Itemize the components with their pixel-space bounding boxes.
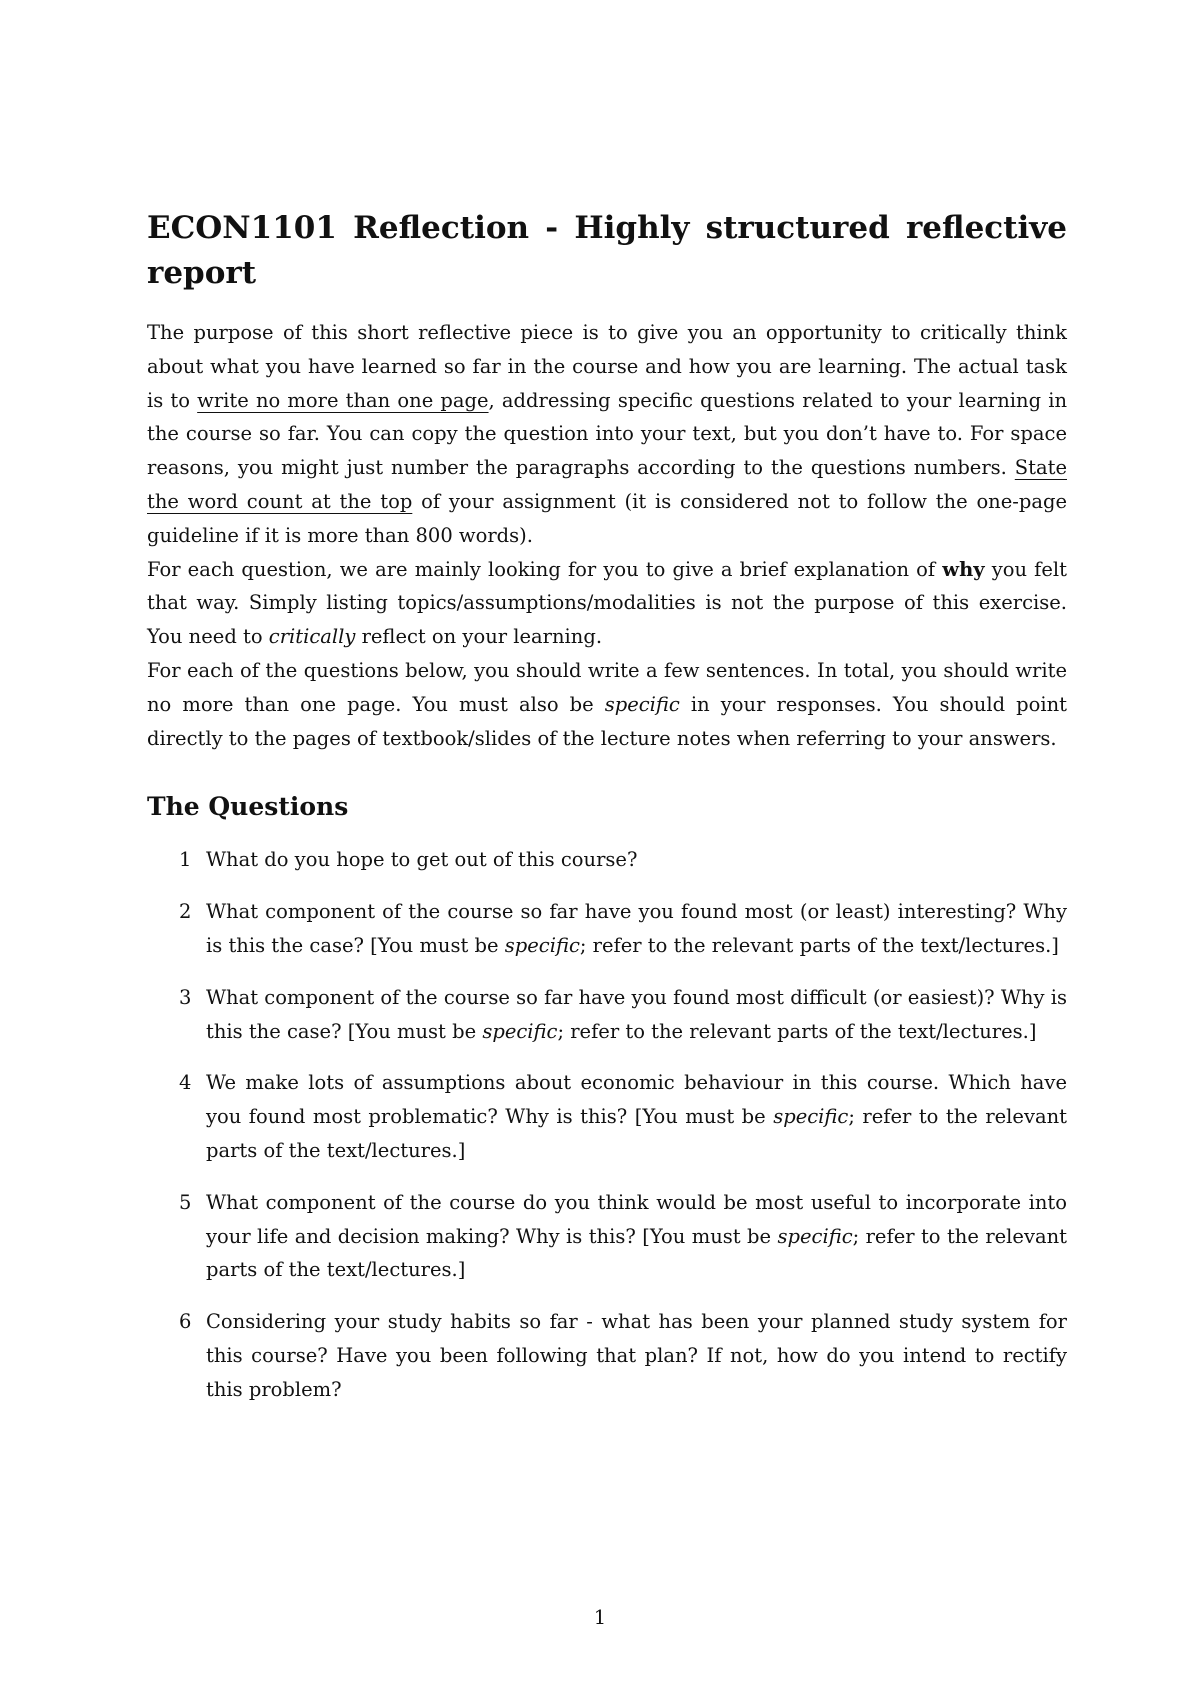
question-text: We make lots of assumptions about economic behaviour in this course. Which have you found most problematic? Why is this? [You must be (206, 1071, 1067, 1129)
intro-paragraph-3 (147, 654, 1067, 755)
question-item (147, 1186, 1067, 1287)
question-text: ; refer to the relevant parts of the text/lectures.] (579, 933, 1059, 957)
intro-paragraph-2 (147, 553, 1067, 654)
questions-heading: The Questions (147, 792, 349, 822)
question-number: 4 (179, 1071, 192, 1095)
question-item (147, 843, 1067, 877)
question-number: 6 (179, 1310, 192, 1334)
question-text: Considering your study habits so far - what has been your planned study system for this course? Have you been following that plan? If not, how do you intend to rectify this problem? (206, 1310, 1067, 1401)
question-number: 5 (179, 1190, 192, 1214)
intro-text: For each of the questions below, you should write a few sentences. In total, you should write no more than one page. You must also be (147, 658, 1067, 716)
question-text: ; refer to the relevant parts of the text/lectures.] (206, 1224, 1067, 1282)
question-text: ; refer to the relevant parts of the text/lectures.] (206, 1105, 1067, 1162)
intro-text: The purpose of this short reflective piece is to give you an opportunity to critically think about what you have learned so far in the course and how you are learning. The actual task is to (147, 321, 1067, 412)
document-title: ECON1101 Reflection - Highly structured reflective report (147, 210, 1067, 291)
question-number: 3 (179, 985, 192, 1009)
question-emphasis: specific (777, 1224, 853, 1248)
emphasis-critically: critically (268, 625, 356, 649)
question-text: What component of the course do you think would be most useful to incorporate into your life and decision making? Why is this? [You must be (206, 1190, 1067, 1248)
intro-text: you felt that way. Simply listing topics/assumptions/modalities is not the purpose of this exercise. You need to (147, 557, 1067, 649)
question-text: ; refer to the relevant parts of the text/lectures.] (557, 1019, 1037, 1043)
question-emphasis: specific (504, 933, 580, 957)
document-body (147, 206, 1067, 1425)
page-number: 1 (593, 1606, 607, 1629)
intro-paragraph-1 (147, 316, 1067, 553)
intro-text: , addressing specific questions related to your learning in the course so far. You can copy the question into your text, but you don’t have to. For space reasons, you might just number the paragraphs according to the questions numbers. (147, 388, 1068, 480)
bold-why: why (942, 557, 985, 581)
question-number: 1 (179, 848, 192, 872)
question-item (147, 1305, 1067, 1406)
intro-text: in your responses. You should point directly to the pages of textbook/slides of the lecture notes when referring to your answers. (147, 692, 1067, 750)
emphasis-specific: specific (604, 692, 680, 716)
intro-text: of your assignment (it is considered not to follow the one-page guideline if it is more than 800 words). (147, 489, 1068, 547)
question-emphasis: specific (773, 1105, 849, 1129)
question-emphasis: specific (482, 1019, 558, 1043)
questions-list (147, 843, 1067, 1406)
question-text: What component of the course so far have you found most (or least) interesting? Why is this the case? [You must be (206, 900, 1067, 957)
intro-text: reflect on your learning. (355, 625, 603, 649)
question-number: 2 (179, 900, 192, 924)
question-text: What component of the course so far have you found most difficult (or easiest)? Why is this the case? [You must be (206, 985, 1067, 1043)
underlined-instruction-word-count: State the word count at the top (147, 456, 1067, 513)
underlined-instruction-page-limit: write no more than one page (197, 388, 489, 412)
question-item (147, 981, 1067, 1049)
question-item (147, 895, 1067, 963)
question-text: What do you hope to get out of this course? (206, 848, 638, 872)
question-item (147, 1066, 1067, 1167)
intro-text: For each question, we are mainly looking for you to give a brief explanation of (147, 557, 943, 581)
